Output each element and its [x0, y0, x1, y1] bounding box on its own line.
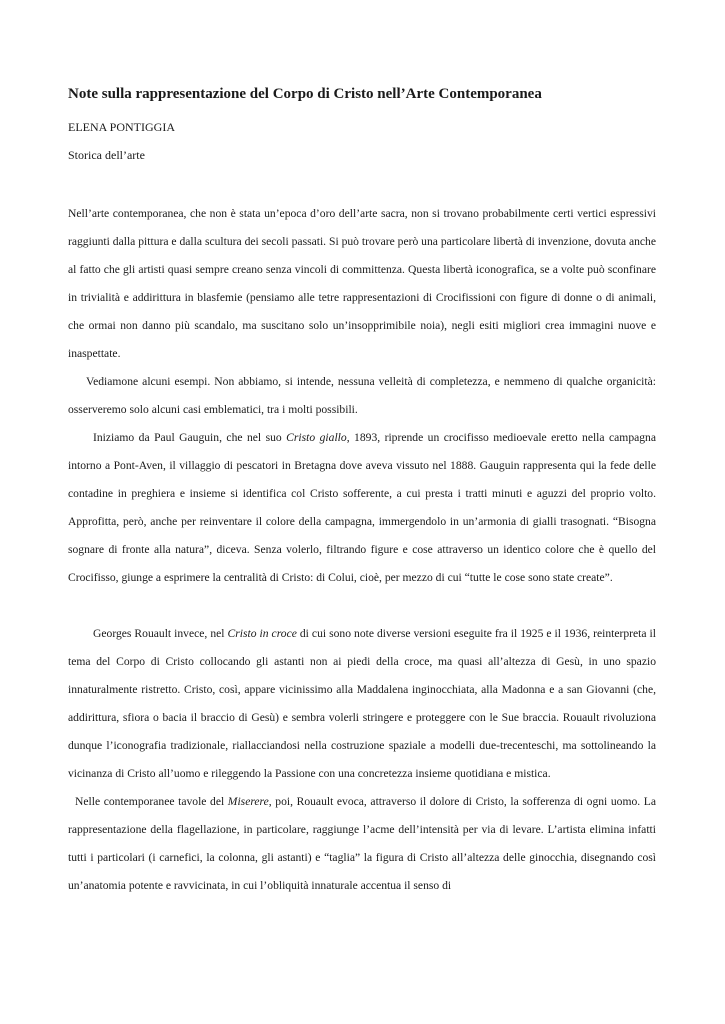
artwork-title-cristo-in-croce: Cristo in croce — [227, 627, 297, 640]
artwork-title-miserere: Miserere — [227, 795, 269, 808]
paragraph-5 — [68, 788, 656, 900]
artwork-title-cristo-giallo: Cristo giallo — [286, 431, 347, 444]
article-body — [68, 200, 656, 900]
document-title: Note sulla rappresentazione del Corpo di Cristo nell’Arte Contemporanea — [68, 86, 542, 102]
paragraph-1: Nell’arte contemporanea, che non è stata un’epoca d’oro dell’arte sacra, non si trovano probabilmente certi vertici espressivi raggiunti dalla pittura e dalla scultura dei secoli passati. Si può trovare però una particolare libertà di invenzione, dovuta anche al fatto che gli artisti quasi sempre creano senza vincoli di committenza. Questa libertà iconografica, se a volte può sconfinare in trivialità e addirittura in blasfemie (pensiamo alle tetre rappresentazioni di Crocifissioni con figure di donne o di animali, che ormai non danno più scandalo, ma suscitano solo un’insopprimibile noia), negli esiti migliori crea immagini nuove e inaspettate. — [68, 207, 656, 360]
author-role: Storica dell’arte — [68, 148, 145, 162]
paragraph-3-text-a: Iniziamo da Paul Gauguin, che nel suo — [93, 431, 287, 444]
paragraph-5-text-c: , poi, Rouault evoca, attraverso il dolore di Cristo, la sofferenza di ogni uomo. La rappresentazione della flagellazione, in particolare, raggiunge l’acme dell’intensità per via di levare. L’artista elimina infatti tutti i particolari (i carnefici, la colonna, gli astanti) e “taglia” la figura di Cristo all’altezza delle ginocchia, disegnando così un’anatomia potente e ravvicinata, in cui l’obliquità innaturale accentua il senso di — [68, 795, 656, 892]
paragraph-4-text-c: di cui sono note diverse versioni eseguite fra il 1925 e il 1936, reinterpreta il tema del Corpo di Cristo collocando gli astanti non ai piedi della croce, ma quasi all’altezza di Gesù, in uno spazio innaturalmente ristretto. Cristo, così, appare vicinissimo alla Maddalena inginocchiata, alla Madonna e a san Giovanni (che, addirittura, sfiora o bacia il braccio di Gesù) e sembra volerli stringere e proteggere con le Sue braccia. Rouault rivoluziona dunque l’iconografia tradizionale, riallacciandosi nella costruzione spaziale a modelli due-trecenteschi, ma sottolineando la vicinanza di Cristo all’uomo e rileggendo la Passione con una concretezza insieme quotidiana e mistica. — [68, 627, 656, 780]
paragraph-4 — [68, 620, 656, 788]
paragraph-5-text-a: Nelle contemporanee tavole del — [75, 795, 228, 808]
paragraph-2: Vediamone alcuni esempi. Non abbiamo, si intende, nessuna velleità di completezza, e nemmeno di qualche organicità: osserveremo solo alcuni casi emblematici, tra i molti possibili. — [68, 375, 656, 416]
author-name: ELENA PONTIGGIA — [68, 120, 175, 134]
paragraph-4-text-a: Georges Rouault invece, nel — [93, 627, 228, 640]
paragraph-3-text-c: , 1893, riprende un crocifisso medioevale eretto nella campagna intorno a Pont-Aven, il villaggio di pescatori in Bretagna dove aveva vissuto nel 1888. Gauguin rappresenta qui la fede delle contadine in preghiera e insieme si identifica col Cristo sofferente, a cui presta i tratti minuti e aguzzi del proprio volto. Approfitta, però, anche per reinventare il colore della campagna, immergendolo in un’armonia di gialli trasognati. “Bisogna sognare di fronte alla natura”, diceva. Senza volerlo, filtrando figure e cose attraverso un identico colore che è quello del Crocifisso, giunge a esprimere la centralità di Cristo: di Colui, cioè, per mezzo di cui “tutte le cose sono state create”. — [68, 431, 656, 584]
paragraph-3 — [68, 424, 656, 592]
